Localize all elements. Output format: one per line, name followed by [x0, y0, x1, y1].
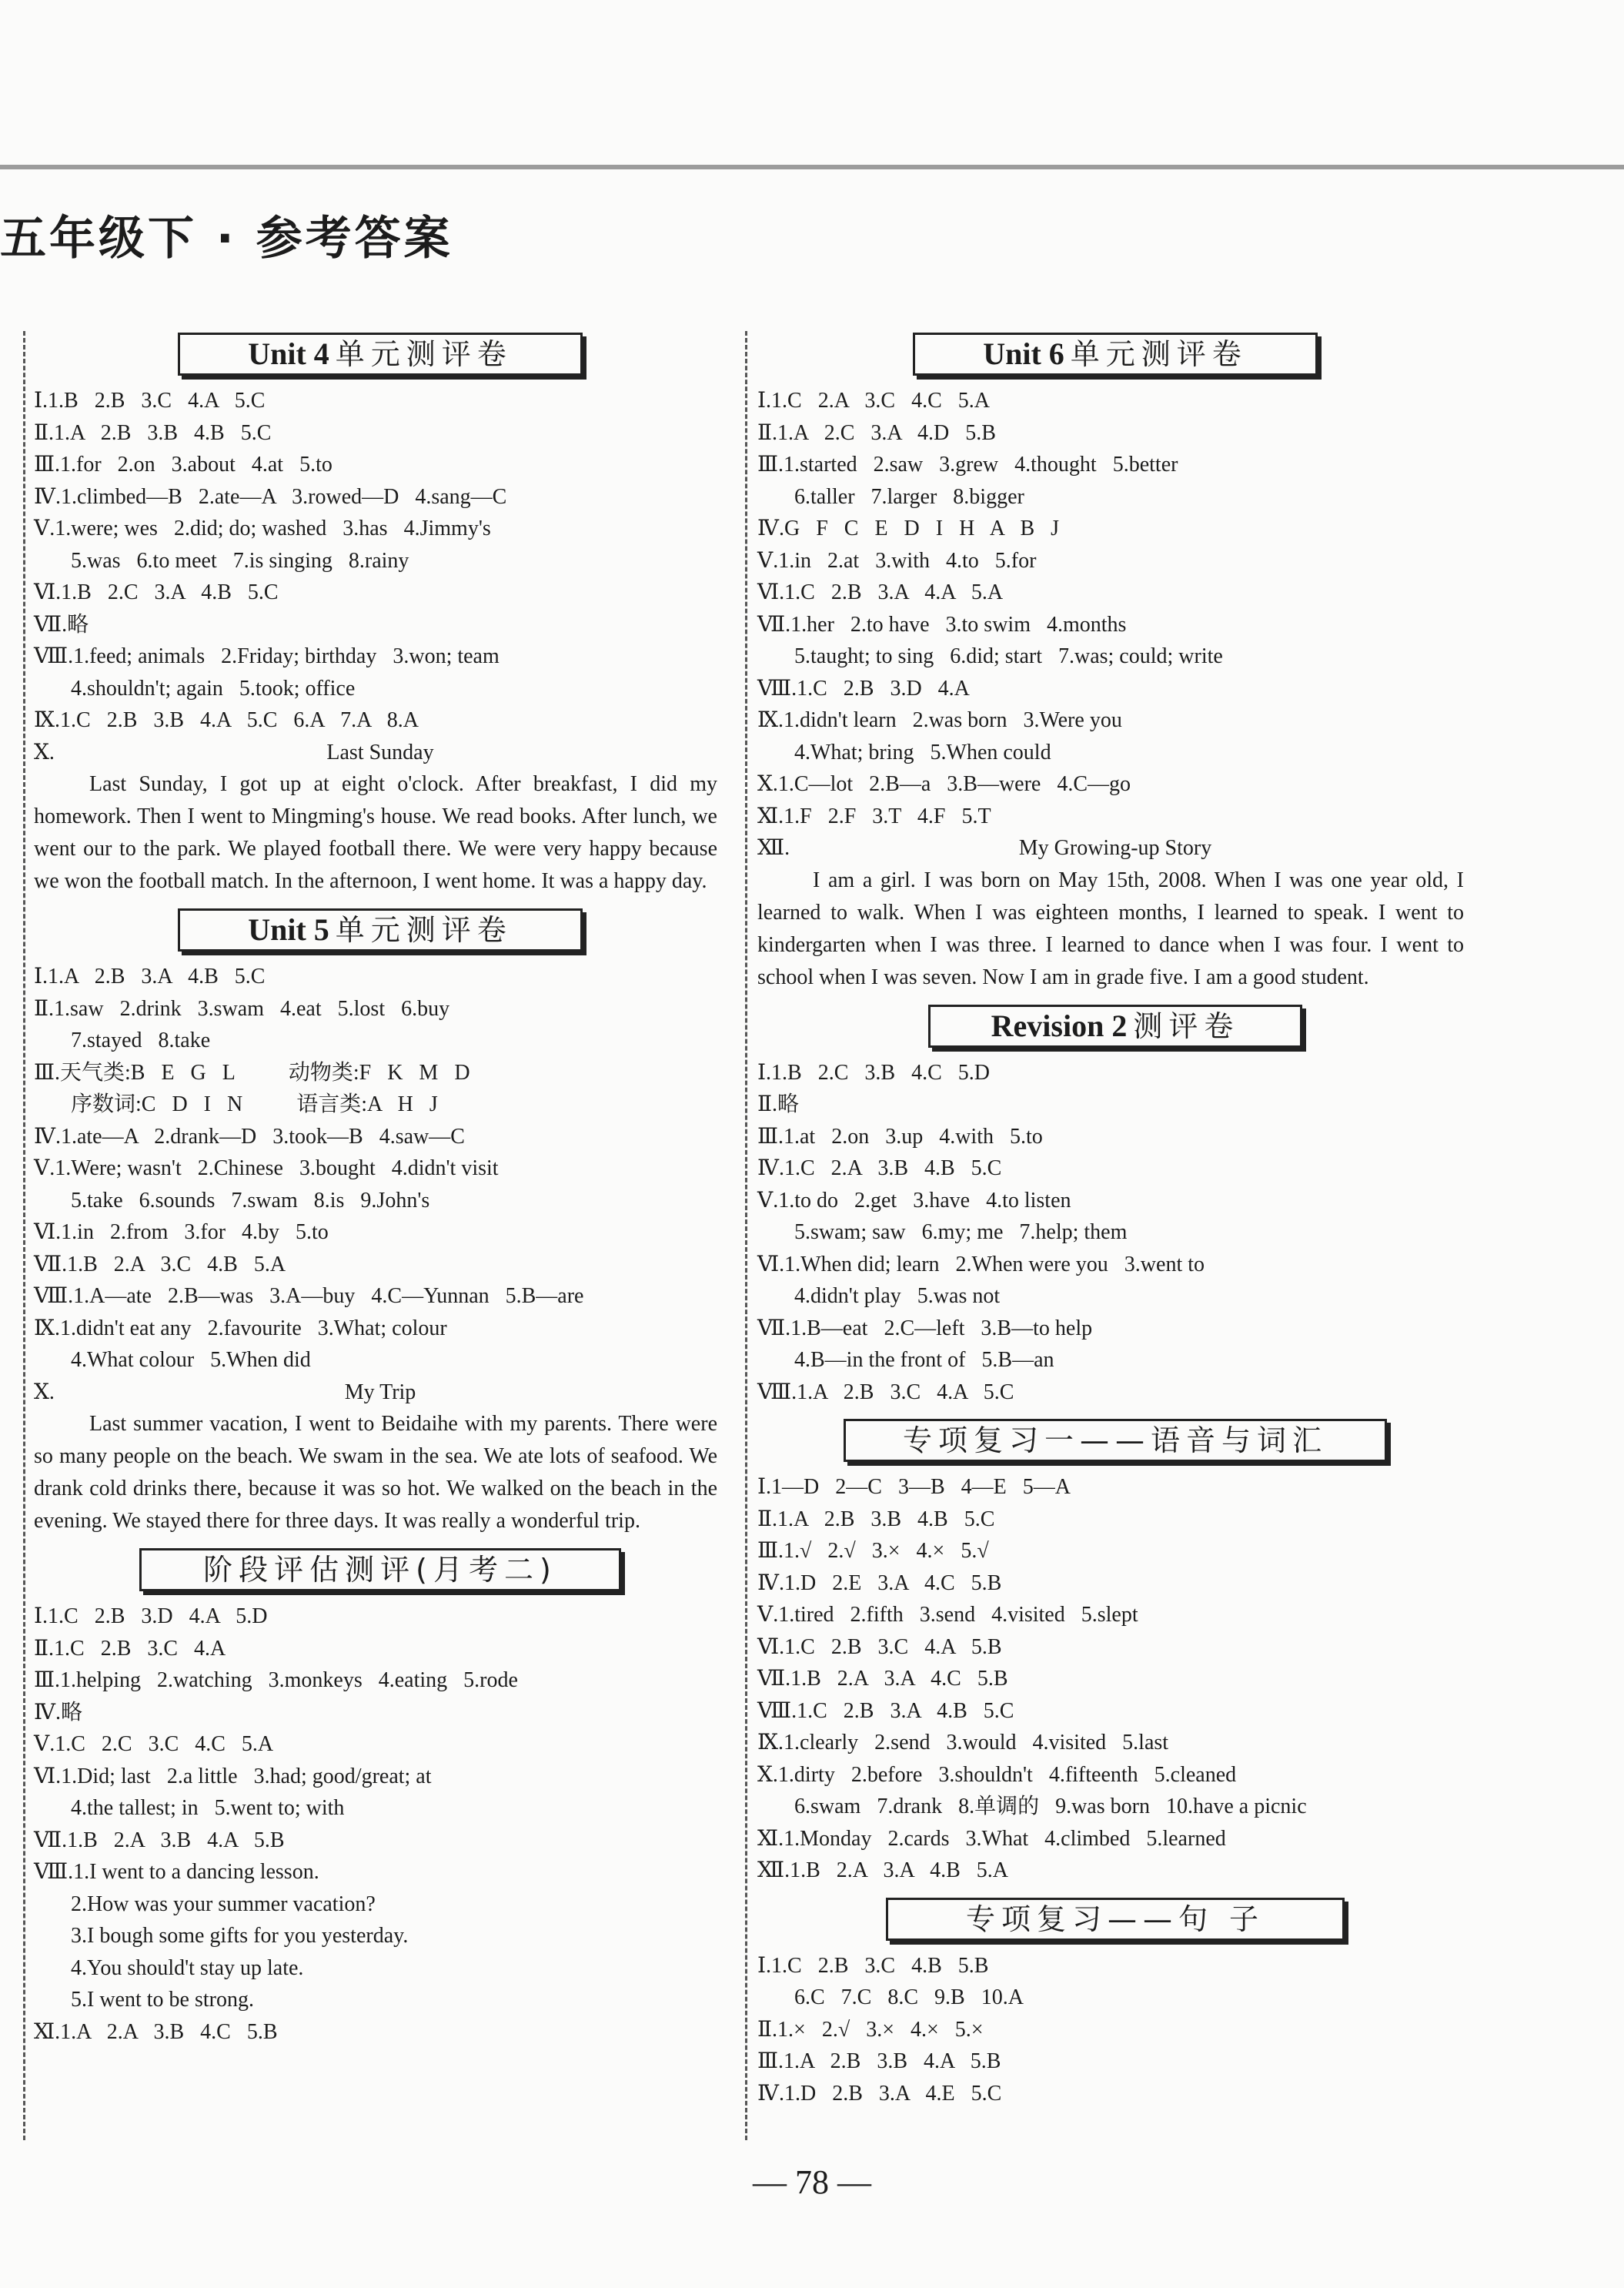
answer-line: Ⅳ.1.D 2.E 3.A 4.C 5.B [757, 1570, 1002, 1595]
answer-line: Ⅺ.1.A 2.A 3.B 4.C 5.B [34, 2019, 278, 2044]
answer-line: Ⅲ.1.for 2.on 3.about 4.at 5.to [34, 453, 332, 477]
answer-line: Ⅱ.1.A 2.B 3.B 4.B 5.C [34, 420, 272, 445]
answer-line: 5.taught; to sing 6.did; start 7.was; could; write [794, 644, 1223, 668]
right-column: Unit 6 单元测评卷 Ⅰ.1.C 2.A 3.C 4.C 5.A Ⅱ.1.A 2.C 3.A 4.D 5.B Ⅲ.1.started 2.saw 3.grew 4.thought 5.better 6.taller 7.larger 8.bigger Ⅳ.G F C E D I H A B J Ⅴ.1.in 2.at 3.with 4.to 5.for Ⅵ.1.C 2.B 3.A 4.A 5.A Ⅶ.1.her 2.to have 3.to swim 4.months 5.taught; to sing 6.did; start 7.was; could; write Ⅷ.1.C 2.B 3.D 4.A Ⅸ.1.didn't learn 2.was born 3.Were you 4.What; bring 5.When could Ⅹ.1.C—lot 2.B—a 3.B—were 4.C—go Ⅺ.1.F 2.F 3.T 4.F 5.T Ⅻ. My Growing-up Story I am a girl. I was born on May 15th, 2008. When I was one year old, I learned to walk. When I was eighteen months, I learned to speak. I went to kindergarten when I was three. I learned to dance when I was four. I went to school when I was seven. Now I am in grade five. I am a good student. Revision 2 测评卷 Ⅰ.1.B 2.C 3.B 4.C 5.D Ⅱ.略 Ⅲ.1.at 2.on 3.up 4.with 5.to Ⅳ.1.C 2.A 3.B 4.B 5.C Ⅴ.1.to do 2.get 3.have 4.to listen 5.swam; saw 6.my; me 7.help; them Ⅵ.1.When did; learn 2.When were you 3.went to 4.didn't play 5.was not Ⅶ.1.B—eat 2.C—left 3.B—to help 4.B—in the front of 5.B—an Ⅷ.1.A 2.B 3.C 4.A 5.C 专项复习一——语音与词汇 Ⅰ.1—D 2—C 3—B 4—E 5—A Ⅱ.1.A 2.B 3.B 4.B 5.C Ⅲ.1.√ 2.√ 3.× 4.× 5.√ Ⅳ.1.D 2.E 3.A 4.C 5.B Ⅴ.1.tired 2.fifth 3.send 4.visited 5.slept Ⅵ.1.C 2.B 3.C 4.A 5.B Ⅶ.1.B 2.A 3.A 4.C 5.B Ⅷ.1.C 2.B 3.A 4.B 5.C Ⅸ.1.clearly 2.send 3.would 4.visited 5.last Ⅹ.1.dirty 2.before 3.shouldn't 4.fifteenth 5.cleaned 6.swam 7.drank 8.单调的 9.was born 10.have a picnic Ⅺ.1.Monday 2.cards 3.What 4.climbed 5.learned Ⅻ.1.B 2.A 3.A 4.B 5.A 专项复习——句 子 Ⅰ.1.C 2.B 3.C 4.B 5.B 6.C 7.C 8.C 9.B 10.A Ⅱ.1.× 2.√ 3.× 4.× 5.× Ⅲ.1.A 2.B 3.B 4.A 5.B Ⅳ.1.D 2.B 3.A 4.E 5.C [757, 333, 1473, 2109]
answer-line: Ⅳ.1.C 2.A 3.B 4.B 5.C [757, 1156, 1002, 1180]
answer-line: Ⅲ.1.at 2.on 3.up 4.with 5.to [757, 1124, 1043, 1149]
answer-line: 6.taller 7.larger 8.bigger [794, 484, 1024, 509]
answer-line: 4.the tallest; in 5.went to; with [71, 1796, 345, 1820]
answer-line: Ⅷ.1.feed; animals 2.Friday; birthday 3.won; team [34, 644, 500, 668]
answer-line: 7.stayed 8.take [71, 1029, 211, 1052]
answer-line: Ⅳ.1.climbed—B 2.ate—A 3.rowed—D 4.sang—C [34, 484, 507, 509]
page-number: — 78 — [753, 2163, 871, 2201]
answer-line: Ⅵ.1.When did; learn 2.When were you 3.went to [757, 1252, 1205, 1276]
answer-line: Ⅲ.1.helping 2.watching 3.monkeys 4.eating 5.rode [34, 1668, 518, 1692]
answer-line: Ⅺ.1.Monday 2.cards 3.What 4.climbed 5.learned [757, 1826, 1226, 1851]
answer-line: Ⅳ.略 [34, 1700, 82, 1724]
answer-line: Ⅴ.1.were; wes 2.did; do; washed 3.has 4.Jimmy's [34, 517, 491, 540]
answer-line: 3.I bough some gifts for you yesterday. [71, 1924, 409, 1948]
left-margin-divider [23, 331, 25, 2140]
answer-line: Ⅷ.1.C 2.B 3.D 4.A [757, 676, 970, 701]
essay-title: My Trip [344, 1380, 416, 1404]
essay-title: My Growing-up Story [1018, 836, 1212, 860]
answer-line: 5.was 6.to meet 7.is singing 8.rainy [71, 548, 409, 573]
page-title: 五年级下 · 参考答案 [0, 212, 453, 266]
unit5-title: Unit 5 单元测评卷 [178, 908, 583, 952]
answer-line: Ⅴ.1.Were; wasn't 2.Chinese 3.bought 4.didn't visit [34, 1156, 499, 1180]
answer-line: Ⅹ.1.C—lot 2.B—a 3.B—were 4.C—go [757, 772, 1131, 796]
answer-line: Ⅴ.1.C 2.C 3.C 4.C 5.A [34, 1732, 274, 1756]
answer-line: Ⅶ.1.B 2.A 3.B 4.A 5.B [34, 1828, 285, 1852]
answer-line: Ⅵ.1.Did; last 2.a little 3.had; good/great; at [34, 1764, 432, 1788]
essay-text: Last Sunday, I got up at eight o'clock. After breakfast, I did my homework. Then I went to Mingming's house. We read books. After lunch, we went our to the park. We played football there. We were very happy because we won the football match. In the afternoon, I went home. It was a happy day. [34, 772, 717, 893]
answer-line: Ⅱ.1.× 2.√ 3.× 4.× 5.× [757, 2017, 984, 2042]
answer-line: 4.didn't play 5.was not [794, 1284, 1001, 1308]
answer-line: 4.What colour 5.When did [71, 1348, 311, 1372]
unit4-title: Unit 4 单元测评卷 [178, 333, 583, 376]
answer-line: Ⅲ.1.started 2.saw 3.grew 4.thought 5.better [757, 453, 1178, 477]
answer-line: 5.swam; saw 6.my; me 7.help; them [794, 1220, 1128, 1244]
answer-line: Ⅸ.1.didn't eat any 2.favourite 3.What; colour [34, 1316, 447, 1340]
answer-line: Ⅸ.1.clearly 2.send 3.would 4.visited 5.last [757, 1731, 1169, 1754]
answer-line: Ⅲ.1.√ 2.√ 3.× 4.× 5.√ [757, 1539, 989, 1563]
answer-line: 2.How was your summer vacation? [71, 1892, 376, 1916]
answer-line: Ⅵ.1.C 2.B 3.A 4.A 5.A [757, 580, 1004, 604]
answer-line: Ⅹ.1.dirty 2.before 3.shouldn't 4.fifteenth 5.cleaned [757, 1762, 1237, 1787]
answer-line: Ⅵ.1.B 2.C 3.A 4.B 5.C [34, 580, 279, 604]
answer-line: 4.You should't stay up late. [71, 1955, 304, 1980]
column-divider [745, 331, 747, 2140]
answer-line: Ⅰ.1.C 2.B 3.C 4.B 5.B [757, 1953, 989, 1978]
answer-line: Ⅰ.1.C 2.A 3.C 4.C 5.A [757, 389, 990, 413]
answer-line: Ⅰ.1.B 2.B 3.C 4.A 5.C [34, 389, 266, 413]
answer-line: Ⅰ.1.A 2.B 3.A 4.B 5.C [34, 965, 266, 988]
answer-line: Ⅵ.1.C 2.B 3.C 4.A 5.B [757, 1634, 1002, 1659]
answer-line: Ⅱ.1.C 2.B 3.C 4.A [34, 1636, 226, 1661]
answer-line: Ⅶ.1.B 2.A 3.A 4.C 5.B [757, 1667, 1008, 1691]
answer-line: Ⅸ.1.C 2.B 3.B 4.A 5.C 6.A 7.A 8.A [34, 708, 419, 732]
answer-line: Ⅸ.1.didn't learn 2.was born 3.Were you [757, 708, 1122, 732]
answer-line: Ⅳ.G F C E D I H A B J [757, 517, 1060, 540]
answer-line: Ⅰ.1.B 2.C 3.B 4.C 5.D [757, 1060, 990, 1085]
special-review-2-title: 专项复习——句 子 [886, 1898, 1345, 1941]
answer-line: Ⅶ.1.B—eat 2.C—left 3.B—to help [757, 1316, 1093, 1340]
essay-text: I am a girl. I was born on May 15th, 2008. When I was one year old, I learned to walk. When I was eighteen months, I learned to speak. I went to kindergarten when I was three. I learned to dance when I was four. I went to school when I was seven. Now I am in grade five. I am a good student. [757, 868, 1464, 989]
answer-line: 4.B—in the front of 5.B—an [794, 1348, 1054, 1372]
answer-line: Ⅷ.1.I went to a dancing lesson. [34, 1860, 319, 1884]
answer-line: Ⅴ.1.in 2.at 3.with 4.to 5.for [757, 548, 1037, 573]
answer-line: Ⅷ.1.C 2.B 3.A 4.B 5.C [757, 1698, 1014, 1723]
answer-line: 4.shouldn't; again 5.took; office [71, 676, 356, 701]
answer-line: Ⅲ.1.A 2.B 3.B 4.A 5.B [757, 2049, 1001, 2073]
answer-line: Ⅶ.1.her 2.to have 3.to swim 4.months [757, 612, 1127, 637]
answer-line: 6.swam 7.drank 8.单调的 9.was born 10.have a picnic [794, 1795, 1307, 1818]
answer-line: Ⅵ.1.in 2.from 3.for 4.by 5.to [34, 1220, 329, 1244]
answer-line: 序数词:C D I N 语言类:A H J [71, 1092, 438, 1116]
essay-text: Last summer vacation, I went to Beidaihe with my parents. There were so many people on the beach. We swam in the sea. We ate lots of seafood. We drank cold drinks there, because it was so hot. We walked on the beach in the evening. We stayed there for three days. It was really a wonderful trip. [34, 1412, 717, 1533]
unit6-title: Unit 6 单元测评卷 [913, 333, 1318, 376]
answer-line: Ⅻ.1.B 2.A 3.A 4.B 5.A [757, 1858, 1009, 1882]
answer-line: Ⅴ.1.to do 2.get 3.have 4.to listen [757, 1188, 1071, 1213]
answer-line: 5.I went to be strong. [71, 1988, 254, 2012]
header-rule [0, 165, 1624, 169]
answer-line: Ⅷ.1.A—ate 2.B—was 3.A—buy 4.C—Yunnan 5.B—are [34, 1284, 584, 1308]
answer-line: Ⅷ.1.A 2.B 3.C 4.A 5.C [757, 1380, 1014, 1404]
answer-line: Ⅳ.1.D 2.B 3.A 4.E 5.C [757, 2081, 1002, 2106]
answer-line: Ⅶ.略 [34, 612, 89, 637]
answer-line: Ⅲ.天气类:B E G L 动物类:F K M D [34, 1060, 470, 1085]
answer-line: 6.C 7.C 8.C 9.B 10.A [794, 1985, 1024, 2009]
answer-line: Ⅰ.1—D 2—C 3—B 4—E 5—A [757, 1475, 1071, 1499]
answer-line: Ⅱ.1.A 2.B 3.B 4.B 5.C [757, 1507, 995, 1531]
answer-line: Ⅱ.略 [757, 1092, 800, 1116]
answer-line: 5.take 6.sounds 7.swam 8.is 9.John's [71, 1188, 430, 1213]
answer-line: Ⅴ.1.tired 2.fifth 3.send 4.visited 5.slept [757, 1603, 1138, 1627]
answer-line: Ⅱ.1.A 2.C 3.A 4.D 5.B [757, 420, 996, 445]
revision2-title: Revision 2 测评卷 [928, 1005, 1302, 1048]
left-column: Unit 4 单元测评卷 Ⅰ.1.B 2.B 3.C 4.A 5.C Ⅱ.1.A 2.B 3.B 4.B 5.C Ⅲ.1.for 2.on 3.about 4.at 5.to Ⅳ.1.climbed—B 2.ate—A 3.rowed—D 4.sang—C Ⅴ.1.were; wes 2.did; do; washed 3.has 4.Jimmy's 5.was 6.to meet 7.is singing 8.rainy Ⅵ.1.B 2.C 3.A 4.B 5.C Ⅶ.略 Ⅷ.1.feed; animals 2.Friday; birthday 3.won; team 4.shouldn't; again 5.took; office Ⅸ.1.C 2.B 3.B 4.A 5.C 6.A 7.A 8.A Ⅹ. Last Sunday Last Sunday, I got up at eight o'clock. After breakfast, I did my homework. Then I went to Mingming's house. We read books. After lunch, we went our to the park. We played football there. We were very happy because we won the football match. In the afternoon, I went home. It was a happy day. Unit 5 单元测评卷 Ⅰ.1.A 2.B 3.A 4.B 5.C Ⅱ.1.saw 2.drink 3.swam 4.eat 5.lost 6.buy 7.stayed 8.take Ⅲ.天气类:B E G L 动物类:F K M D 序数词:C D I N 语言类:A H J Ⅳ.1.ate—A 2.drank—D 3.took—B 4.saw—C Ⅴ.1.Were; wasn't 2.Chinese 3.bought 4.didn't visit 5.take 6.sounds 7.swam 8.is 9.John's Ⅵ.1.in 2.from 3.for 4.by 5.to Ⅶ.1.B 2.A 3.C 4.B 5.A Ⅷ.1.A—ate 2.B—was 3.A—buy 4.C—Yunnan 5.B—are Ⅸ.1.didn't eat any 2.favourite 3.What; colour 4.What colour 5.When did Ⅹ. My Trip Last summer vacation, I went to Beidaihe with my parents. There were so many people on the beach. We swam in the sea. We ate lots of seafood. We drank cold drinks there, because it was so hot. We walked on the beach in the evening. We stayed there for three days. It was really a wonderful trip. 阶段评估测评(月考二) Ⅰ.1.C 2.B 3.D 4.A 5.D Ⅱ.1.C 2.B 3.C 4.A Ⅲ.1.helping 2.watching 3.monkeys 4.eating 5.rode Ⅳ.略 Ⅴ.1.C 2.C 3.C 4.C 5.A Ⅵ.1.Did; last 2.a little 3.had; good/great; at 4.the tallest; in 5.went to; with Ⅶ.1.B 2.A 3.B 4.A 5.B Ⅷ.1.I went to a dancing lesson. 2.How was your summer vacation? 3.I bough some gifts for you yesterday. 4.You should't stay up late. 5.I went to be strong. Ⅺ.1.A 2.A 3.B 4.C 5.B [34, 333, 727, 2048]
answer-line: Ⅱ.1.saw 2.drink 3.swam 4.eat 5.lost 6.buy [34, 996, 450, 1021]
special-review-1-title: 专项复习一——语音与词汇 [844, 1419, 1387, 1462]
answer-line: 4.What; bring 5.When could [794, 740, 1051, 764]
stage-test-title: 阶段评估测评(月考二) [139, 1548, 621, 1591]
essay-title: Last Sunday [326, 740, 434, 764]
answer-line: Ⅶ.1.B 2.A 3.C 4.B 5.A [34, 1252, 286, 1276]
answer-line: Ⅳ.1.ate—A 2.drank—D 3.took—B 4.saw—C [34, 1124, 465, 1149]
answer-line: Ⅺ.1.F 2.F 3.T 4.F 5.T [757, 804, 991, 828]
answer-line: Ⅰ.1.C 2.B 3.D 4.A 5.D [34, 1604, 268, 1628]
